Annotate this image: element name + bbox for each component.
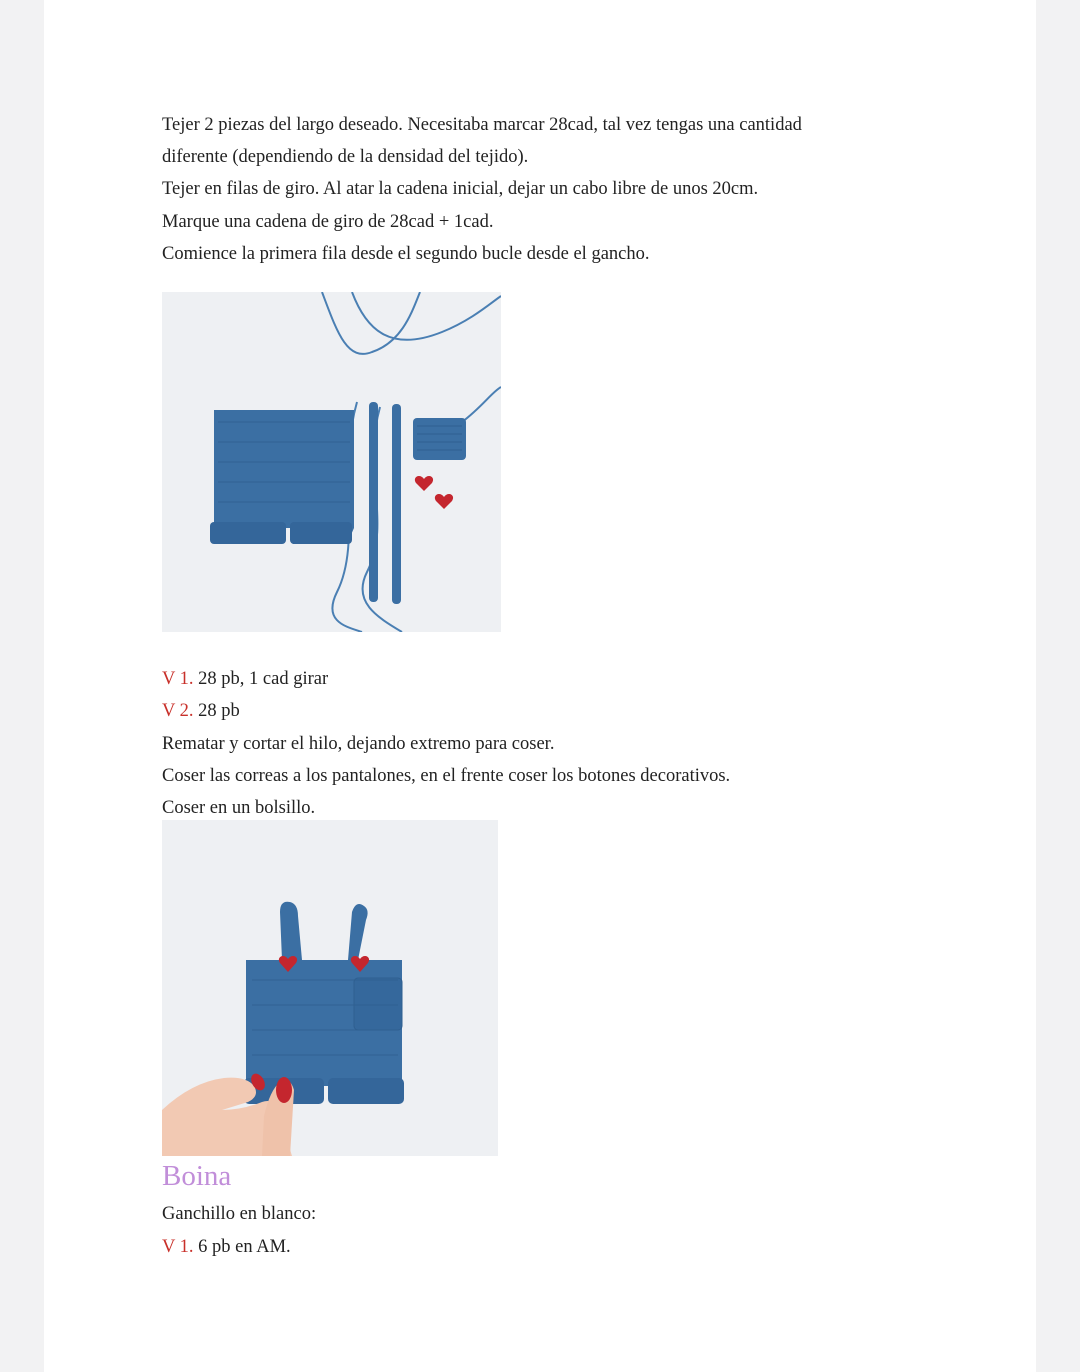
round-text: 28 pb, 1 cad girar — [193, 669, 329, 689]
section-heading-boina: Boina — [162, 1160, 232, 1192]
round-label: V 1. — [162, 669, 194, 689]
section-intro: Ganchillo en blanco: — [162, 1204, 317, 1224]
round-text: 6 pb en AM. — [193, 1237, 291, 1257]
intro-line-3: Tejer en filas de giro. Al atar la cadena inicial, dejar un cabo libre de unos 20cm. — [162, 179, 759, 199]
round-label: V 1. — [162, 1237, 194, 1257]
finish-line-3: Coser en un bolsillo. — [162, 798, 316, 818]
round-label: V 2. — [162, 701, 194, 721]
round-line-1 — [162, 667, 328, 691]
shorts-pieces-photo — [162, 292, 501, 632]
intro-line-1: Tejer 2 piezas del largo deseado. Necesitaba marcar 28cad, tal vez tengas una cantidad — [162, 115, 802, 135]
round-line-2 — [162, 699, 240, 723]
finished-overalls-photo — [162, 820, 498, 1156]
round-text: 28 pb — [193, 701, 240, 721]
intro-line-2: diferente (dependiendo de la densidad del tejido). — [162, 147, 529, 167]
intro-line-5: Comience la primera fila desde el segundo bucle desde el gancho. — [162, 244, 650, 264]
finish-line-2: Coser las correas a los pantalones, en el frente coser los botones decorativos. — [162, 766, 731, 786]
document-page — [44, 0, 1036, 1372]
finish-line-1: Rematar y cortar el hilo, dejando extremo para coser. — [162, 734, 555, 754]
intro-line-4: Marque una cadena de giro de 28cad + 1cad. — [162, 212, 494, 232]
round-line-3 — [162, 1235, 291, 1259]
